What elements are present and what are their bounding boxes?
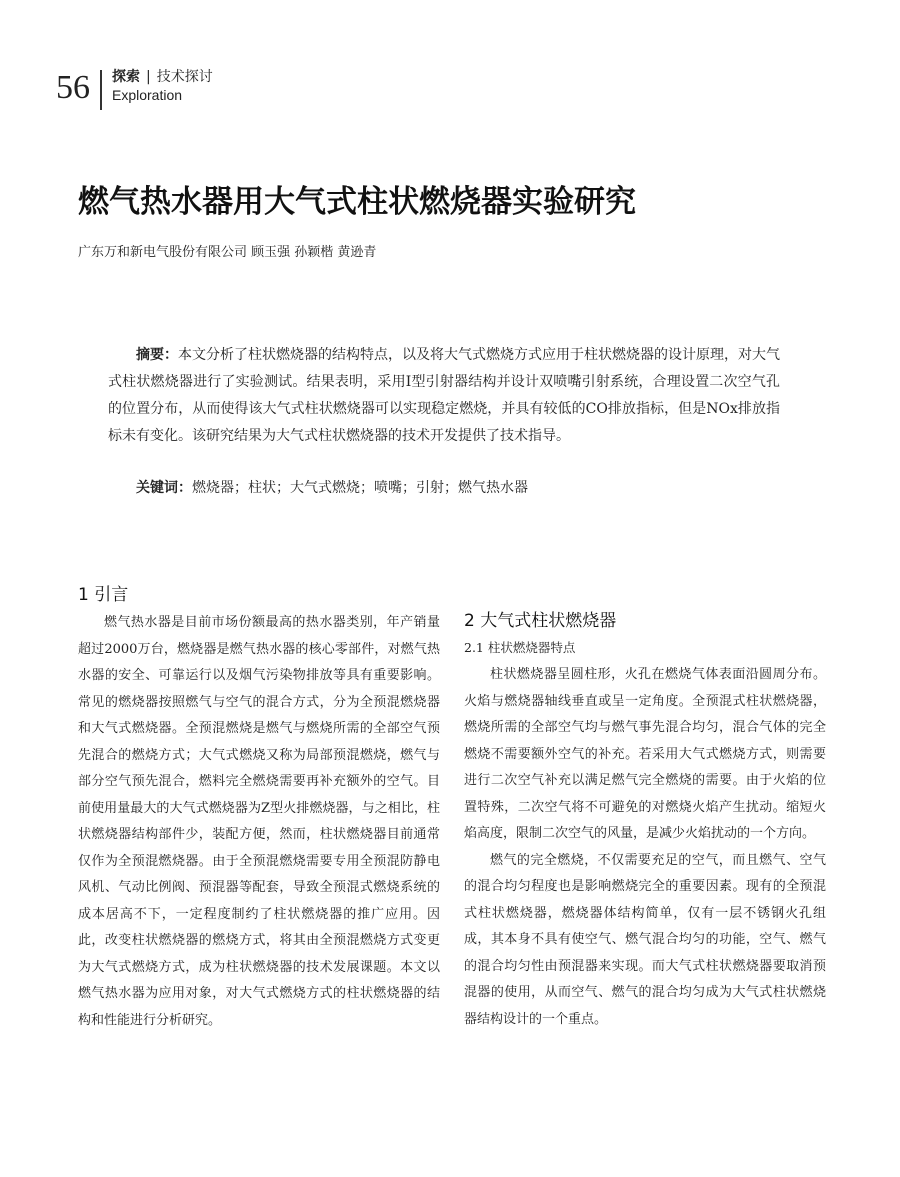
- paragraph: 柱状燃烧器呈圆柱形，火孔在燃烧气体表面沿圆周分布。火焰与燃烧器轴线垂直或呈一定角度。全预混式柱状燃烧器，燃烧所需的全部空气均与燃气事先混合均匀，混合气体的完全燃烧不需要额外空气的补充。若采用大气式燃烧方式，则需要进行二次空气补充以满足燃气完全燃烧的需要。由于火焰的位置特殊，二次空气将不可避免的对燃烧火焰产生扰动。缩短火焰高度，限制二次空气的风量，是减少火焰扰动的一个方向。: [464, 667, 826, 841]
- article-authors: 广东万和新电气股份有限公司 顾玉强 孙颖楷 黄逊青: [78, 245, 377, 260]
- header-section-en: Exploration: [112, 87, 183, 103]
- subsection-heading: 2.1 柱状燃烧器特点: [464, 640, 576, 655]
- article-title: 燃气热水器用大气式柱状燃烧器实验研究: [78, 184, 636, 220]
- column-left: [78, 582, 440, 1034]
- header-divider: [100, 70, 102, 110]
- keywords-text: 燃烧器；柱状；大气式燃烧；喷嘴；引射；燃气热水器: [192, 480, 528, 496]
- header-text: [112, 66, 213, 104]
- header-section-line: [112, 68, 213, 86]
- page-number: 56: [56, 69, 90, 106]
- section-heading-burner: 2 大气式柱状燃烧器: [464, 611, 617, 631]
- running-header: [56, 66, 213, 114]
- keywords: [136, 476, 528, 500]
- abstract: [108, 342, 780, 450]
- keywords-label: 关键词：: [136, 480, 192, 496]
- abstract-text: 本文分析了柱状燃烧器的结构特点，以及将大气式燃烧方式应用于柱状燃烧器的设计原理，对大气式柱状燃烧器进行了实验测试。结果表明，采用Ⅰ型引射器结构并设计双喷嘴引射系统，合理设置二次空气孔的位置分布，从而使得该大气式柱状燃烧器可以实现稳定燃烧，并具有较低的CO排放指标，但是NOx排放指标未有变化。该研究结果为大气式柱状燃烧器的技术开发提供了技术指导。: [108, 347, 780, 444]
- paragraph: 燃气的完全燃烧，不仅需要充足的空气，而且燃气、空气的混合均匀程度也是影响燃烧完全的重要因素。现有的全预混式柱状燃烧器，燃烧器体结构简单，仅有一层不锈钢火孔组成，其本身不具有使空气、燃气混合均匀的功能，空气、燃气的混合均匀性由预混器来实现。而大气式柱状燃烧器要取消预混器的使用，从而空气、燃气的混合均匀成为大气式柱状燃烧器结构设计的一个重点。: [464, 852, 826, 1027]
- header-section: 探索: [112, 69, 140, 85]
- paragraph: 燃气热水器是目前市场份额最高的热水器类别，年产销量超过2000万台，燃烧器是燃气热水器的核心零部件，对燃气热水器的安全、可靠运行以及烟气污染物排放等具有重要影响。常见的燃烧器按照燃气与空气的混合方式，分为全预混燃烧器和大气式燃烧器。全预混燃烧是燃气与燃烧所需的全部空气预先混合的燃烧方式；大气式燃烧又称为局部预混燃烧，燃气与部分空气预先混合，燃料完全燃烧需要再补充额外的空气。目前使用量最大的大气式燃烧器为Z型火排燃烧器，与之相比，柱状燃烧器结构部件少，装配方便，然而，柱状燃烧器目前通常仅作为全预混燃烧器。由于全预混燃烧需要专用全预混防静电风机、气动比例阀、预混器等配套，导致全预混式燃烧系统的成本居高不下，一定程度制约了柱状燃烧器的推广应用。因此，改变柱状燃烧器的燃烧方式，将其由全预混燃烧方式变更为大气式燃烧方式，成为柱状燃烧器的技术发展课题。本文以燃气热水器为应用对象，对大气式燃烧方式的柱状燃烧器的结构和性能进行分析研究。: [78, 615, 440, 1028]
- header-column: 技术探讨: [156, 69, 213, 85]
- header-separator: |: [146, 69, 151, 85]
- section-heading-intro: 1 引言: [78, 585, 129, 605]
- column-right: [464, 608, 826, 1033]
- abstract-label: 摘要：: [136, 347, 178, 363]
